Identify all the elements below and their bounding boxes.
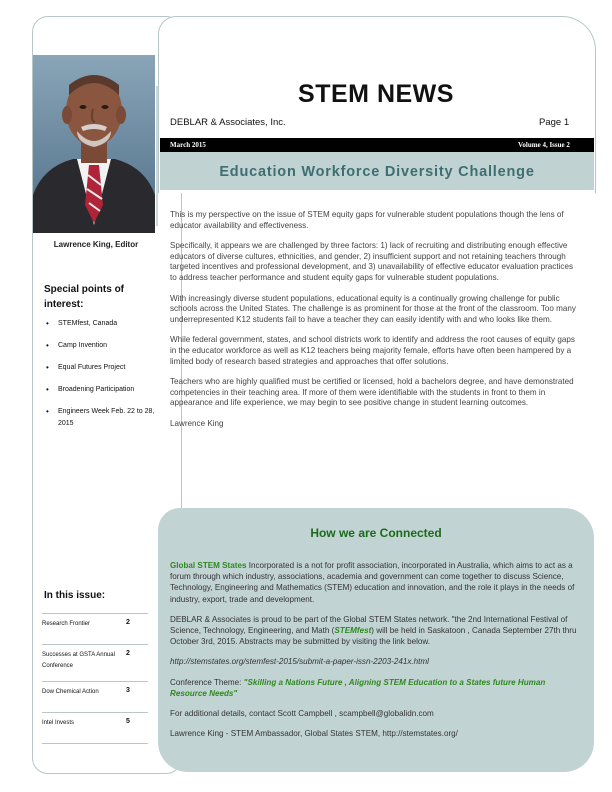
masthead-title: STEM NEWS (298, 80, 454, 108)
connected-paragraph (170, 677, 582, 699)
article-headline: Education Workforce Diversity Challenge (219, 164, 535, 180)
special-point-item: • Camp Invention (44, 340, 169, 352)
article-paragraph: While federal government, states, and school districts work to identify and address the root causes of equity gaps in the educator workforce as well as K12 teachers being majority female, efforts have often been hampered by a limited body of research based strategies and approaches that offer solutions. (170, 335, 575, 366)
conference-theme-value: "Skilling a Nations Future , Aligning STEM Education to a States future Human Resource Needs" (170, 677, 546, 698)
editor-photo (33, 55, 155, 233)
article-paragraph: Teachers who are highly qualified must be certified or licensed, hold a bachelors degree, and have demonstrated competencies in their teaching area. If more of them were identifiable with the students in front to them in appearance and life experience, we may begin to see positive change in student learning outcomes. (170, 377, 574, 408)
issue-page: 2 (126, 619, 130, 626)
issue-row (42, 712, 148, 743)
connected-p2-text: DEBLAR & Associates is proud to be part of the Global STEM States network. "the 2nd International Festival of Science, Technology, Engineering, and Math ( (170, 614, 568, 636)
special-points-heading: Special points of interest: (44, 284, 125, 310)
article-paragraph: This is my perspective on the issue of STEM equity gaps for vulnerable student populations though the lens of educator availability and effectiveness. (170, 210, 564, 230)
connected-paragraph (170, 560, 582, 605)
issue-title: Research Frontier (42, 621, 91, 627)
special-point-item: • STEMfest, Canada (44, 318, 169, 330)
article-paragraph: Specifically, it appears we are challenged by three factors: 1) lack of recruiting and distributing enough effective educators of diverse cultures, ethnicities, and gender, 2) insufficient support and not retaining teachers through targeted incentives and professional development, and 3) unavailability of effective educator evaluation practices to address teacher performance and student equity gaps for vulnerable student populations. (170, 241, 573, 282)
connected-p1-text: Incorporated is a not for profit association, incorporated in Australia, which aims to act as a forum through which industry, associations, academia and government can come together to discuss Science, Technology, Engineering and Mathematics (STEM) education and innovation, and the role it plays in the needs of industry, export, trade and development. (170, 561, 575, 604)
connected-paragraph (170, 614, 582, 648)
article-signature: Lawrence King (170, 418, 224, 428)
issue-title: Intel Invests (42, 720, 75, 726)
connected-p2-text-end: ) will be held in Saskatoon , Canada September 27th thru October 3rd, 2015. Abstracts may be submitted by visiting the link below. (170, 626, 577, 647)
in-this-issue-table (42, 613, 148, 744)
connected-heading: How we are Connected (310, 526, 442, 540)
issue-title: Dow Chemical Action (42, 689, 99, 695)
stemfest-name: STEMfest (334, 626, 372, 636)
editor-portrait-image (33, 55, 155, 233)
conference-theme-label: Conference Theme: (170, 677, 244, 687)
in-this-issue-heading: In this issue: (44, 590, 106, 601)
ambassador-line: Lawrence King - STEM Ambassador, Global States STEM, http://stemstates.org/ (170, 729, 458, 739)
connected-body (170, 560, 582, 748)
issue-title: Successes at GSTA Annual Conference (42, 652, 115, 669)
issue-page: 2 (126, 650, 130, 657)
article-paragraph: With increasingly diverse student populations, educational equity is a continually growing challenge for public schools across the United States. The challenge is as prominent for those at the front of the classroom. Too many underrepresented K12 students fail to have a teacher they can easily identify with and who looks like them. (170, 293, 576, 324)
issue-table-bottom-rule (42, 743, 148, 744)
special-point-item: • Broadening Participation (44, 384, 169, 396)
global-stem-states-name: Global STEM States (170, 561, 247, 570)
issue-volume: Volume 4, Issue 2 (518, 141, 570, 149)
submission-link[interactable]: http://stemstates.org/stemfest-2015/submit-a-paper-issn-2203-241x.html (170, 657, 429, 667)
issue-page: 3 (126, 687, 130, 694)
issue-row (42, 681, 148, 712)
article-body (170, 210, 580, 440)
editor-caption: Lawrence King, Editor (53, 240, 139, 249)
special-point-item: • Equal Futures Project (44, 362, 169, 374)
issue-page: 5 (126, 718, 130, 725)
issue-row (42, 644, 148, 681)
issue-row (42, 613, 148, 644)
contact-line: For additional details, contact Scott Campbell , scampbell@globalidn.com (170, 709, 434, 719)
issue-date: March 2015 (170, 141, 206, 149)
special-points-list (44, 318, 169, 440)
special-point-item: • Engineers Week Feb. 22 to 28, 2015 (44, 406, 169, 430)
page-number: Page 1 (539, 117, 570, 128)
publisher-name: DEBLAR & Associates, Inc. (170, 117, 286, 128)
